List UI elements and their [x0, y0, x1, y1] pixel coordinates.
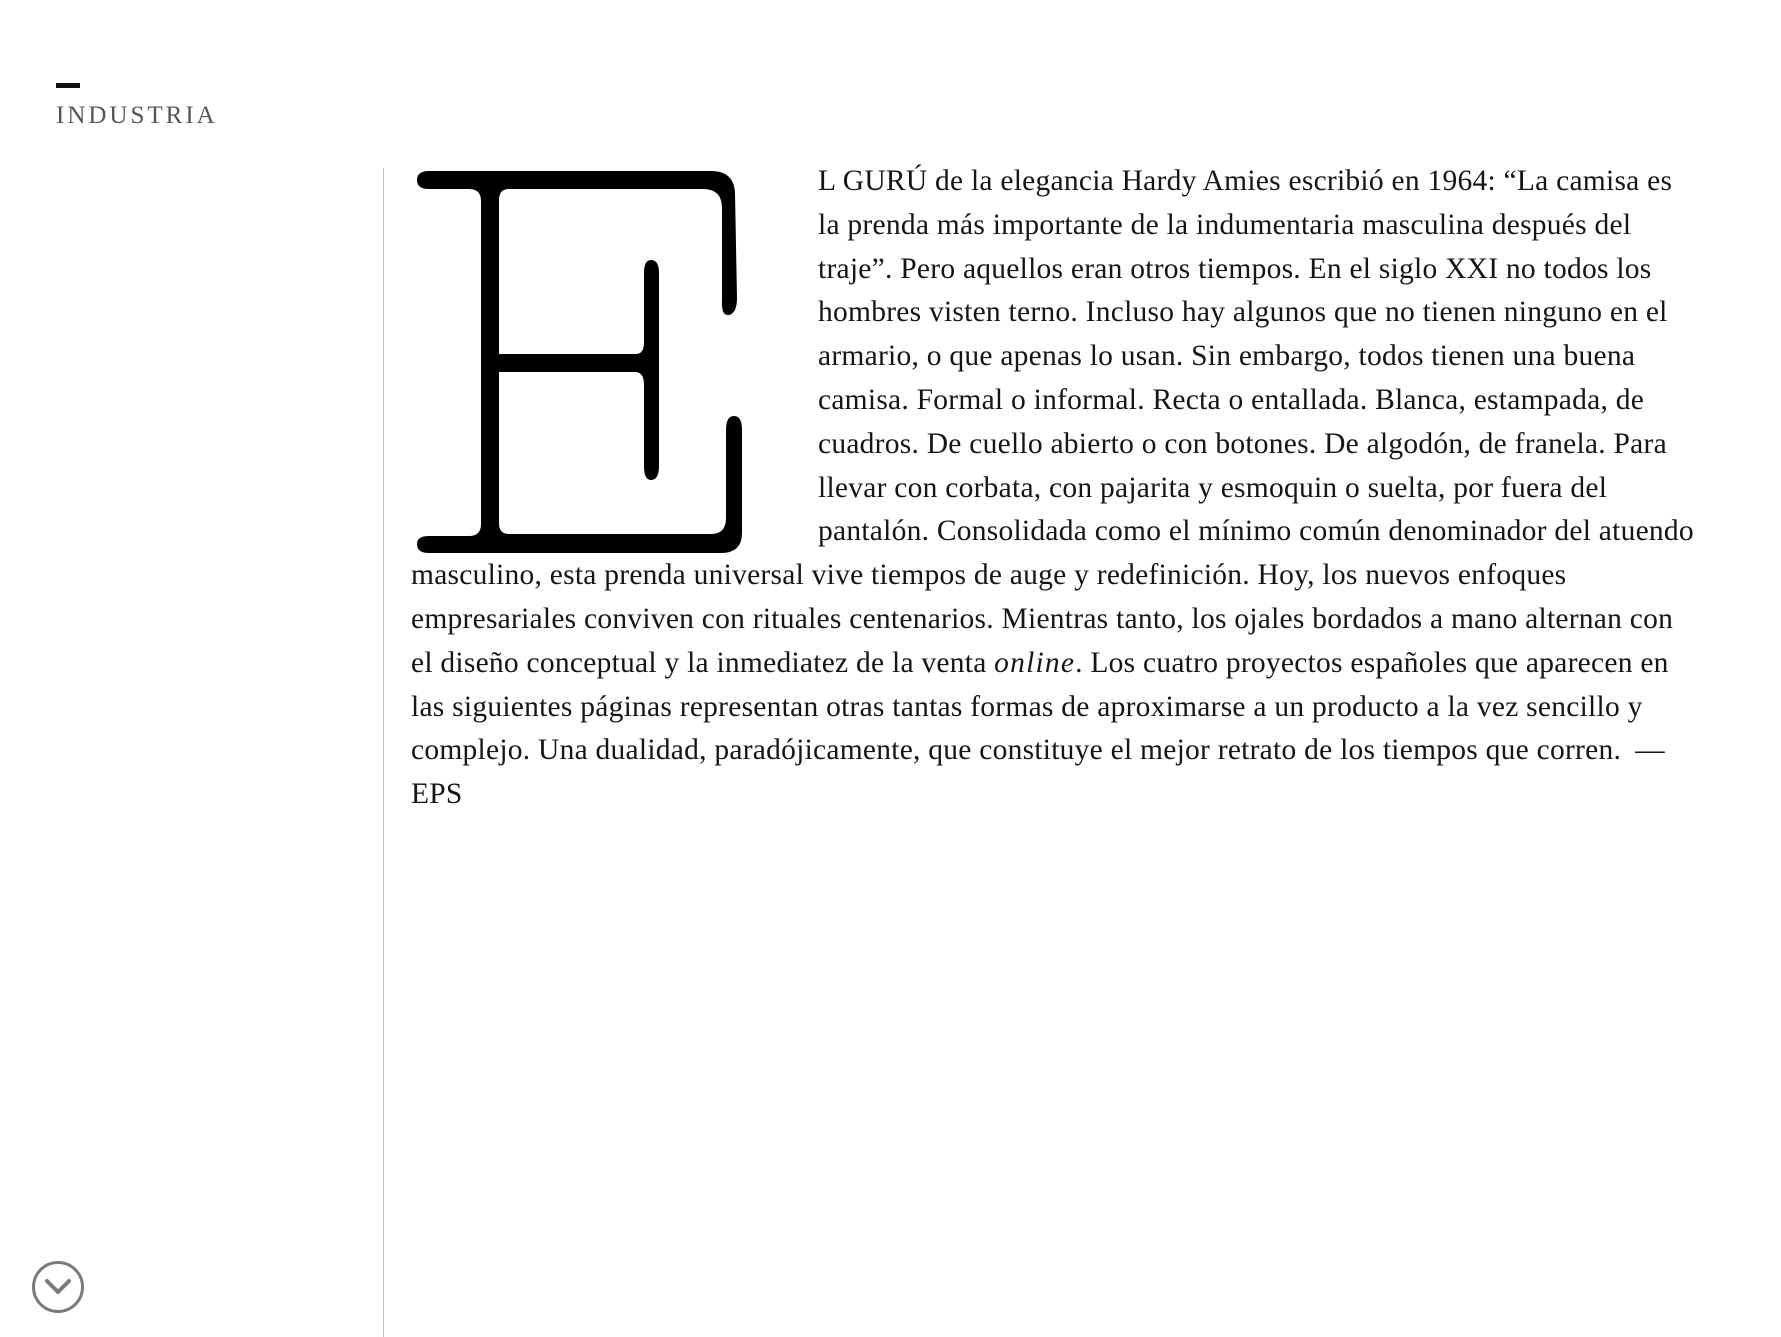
article-emphasis: online: [994, 646, 1076, 679]
scroll-down-button[interactable]: [32, 1261, 84, 1313]
vertical-rule: [383, 168, 384, 1337]
drop-cap: [411, 168, 803, 553]
article: [411, 160, 1701, 817]
article-signature: —EPS: [411, 734, 1665, 811]
section-label: INDUSTRIA: [56, 102, 218, 129]
article-text-part-1: L GURÚ de la elegancia Hardy Amies escribió en 1964: “La camisa es la prenda más importante de la indumentaria masculina después del traje”. Pero aquellos eran otros tiempos. En el siglo XXI no todos los hombres visten terno. Incluso hay algunos que no tienen ninguno en el armario, o que apenas lo usan. Sin embargo, todos tienen una buena camisa. Formal o informal. Recta o entallada. Blanca, estampada, de cuadros. De cuello abierto o con botones. De algodón, de franela. Para llevar con corbata, con pajarita y esmoquin o suelta, por fuera del pantalón. Consolidada como el mínimo común denominador del atuendo masculino, esta prenda universal vive tiempos de auge y redefinición. Hoy, los nuevos enfoques empresariales conviven con rituales centenarios. Mientras tanto, los ojales bordados a mano alternan con el diseño conceptual y la inmediatez de la venta: [411, 165, 1694, 679]
chevron-down-icon: [44, 1278, 72, 1296]
section-dash: [56, 83, 80, 88]
article-text-part-2: . Los cuatro proyectos españoles que aparecen en las siguientes páginas representan otras tantas formas de aproximarse a un producto a la vez sencillo y complejo. Una dualidad, paradójicamente, que constituye el mejor retrato de los tiempos que corren.: [411, 646, 1669, 767]
drop-cap-letter-e: [417, 171, 742, 553]
